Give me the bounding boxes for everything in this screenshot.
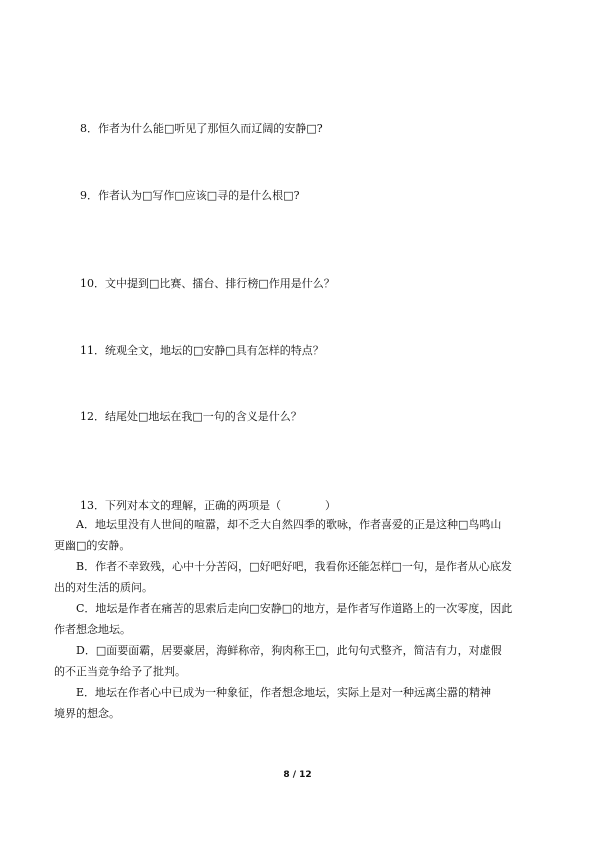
option-a-line-1: A．地坛里没有人世间的喧嚣，却不乏大自然四季的歌咏，作者喜爱的正是这种□鸟鸣山 (76, 518, 502, 531)
question-8: 8．作者为什么能□听见了那恒久而辽阔的安静□? (80, 122, 323, 135)
page-number: 8 / 12 (283, 770, 312, 780)
question-9: 9．作者认为□写作□应该□寻的是什么根□? (80, 189, 300, 202)
option-e-line-2: 境界的想念。 (54, 707, 120, 720)
option-e-line-1: E．地坛在作者心中已成为一种象征，作者想念地坛，实际上是对一种远离尘嚣的精神 (76, 686, 492, 699)
option-d-line-1: D．□面要面霸，居要豪居，海鲜称帝，狗肉称王□，此句句式整齐，简洁有力，对虚假 (76, 644, 502, 657)
option-c-line-1: C．地坛是作者在痛苦的思索后走向□安静□的地方，是作者写作道路上的一次零度，因此 (76, 602, 513, 615)
question-13: 13．下列对本文的理解，正确的两项是（ ） (80, 499, 336, 512)
option-c-line-2: 作者想念地坛。 (54, 623, 131, 636)
option-a-line-2: 更幽□的安静。 (54, 539, 131, 552)
question-11: 11．统观全文，地坛的□安静□具有怎样的特点？ (80, 344, 324, 357)
option-d-line-2: 的不正当竞争给予了批判。 (54, 665, 186, 678)
option-b-line-2: 出的对生活的质问。 (54, 581, 153, 594)
question-12: 12．结尾处□地坛在我□一句的含义是什么？ (80, 410, 302, 423)
question-13-options (54, 514, 544, 724)
question-10: 10．文中提到□比赛、擂台、排行榜□作用是什么？ (80, 277, 335, 290)
option-b-line-1: B．作者不幸致残，心中十分苦闷，□好吧好吧，我看你还能怎样□一句，是作者从心底发 (76, 560, 512, 573)
